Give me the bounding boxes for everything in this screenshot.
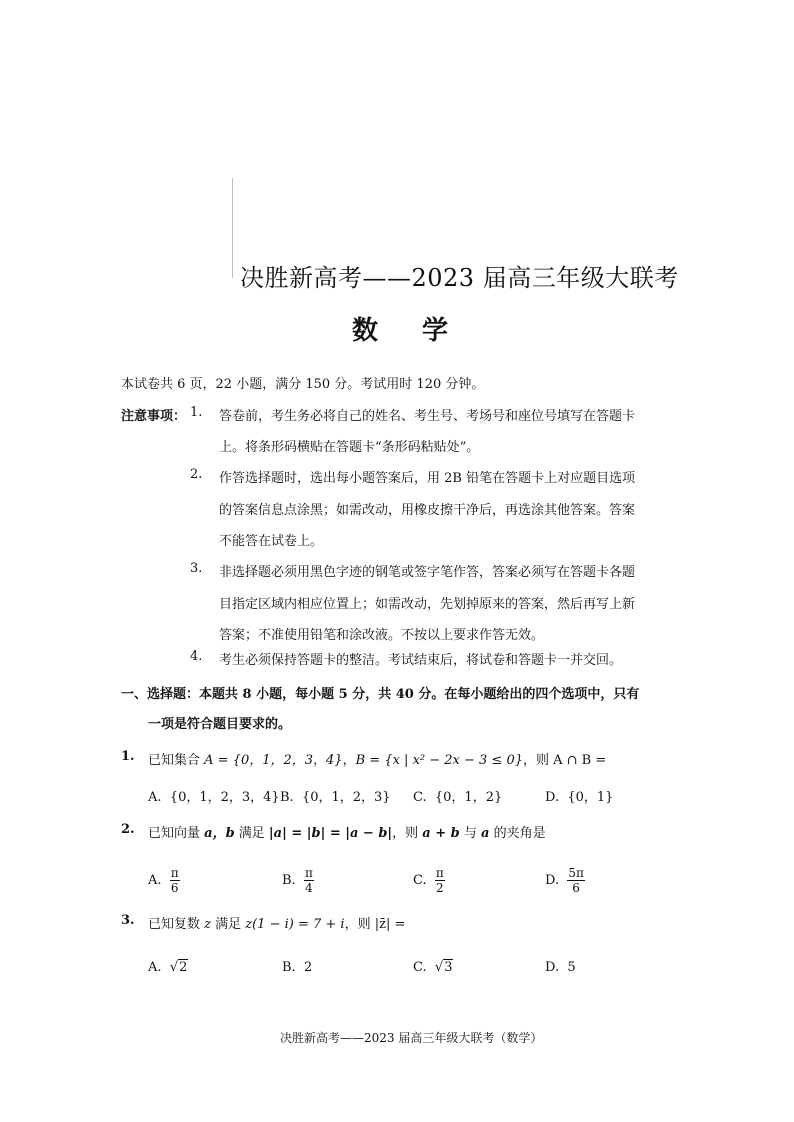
option-label: A. bbox=[148, 873, 162, 888]
option-a bbox=[148, 866, 180, 895]
fraction bbox=[567, 866, 585, 895]
page-footer: 决胜新高考——2023 届高三年级大联考（数学） bbox=[280, 1031, 543, 1045]
option-label: C. bbox=[413, 873, 427, 888]
question-number: 3. bbox=[121, 913, 135, 928]
denominator: 6 bbox=[572, 881, 580, 895]
notice-line: 上。将条形码横贴在答题卡“条形码粘贴处”。 bbox=[219, 440, 480, 455]
margin-line bbox=[232, 178, 233, 278]
q2-text: 与 bbox=[459, 826, 482, 841]
q3-text: 满足 bbox=[211, 917, 246, 932]
numerator: π bbox=[435, 866, 444, 880]
option-label: A. bbox=[148, 790, 162, 805]
option-text: {0，1，2} bbox=[434, 790, 503, 805]
set-b: B = {x | x² − 2x − 3 ≤ 0} bbox=[355, 753, 523, 768]
numerator: 5π bbox=[568, 866, 584, 880]
notice-number: 1. bbox=[190, 405, 203, 420]
option-label: D. bbox=[545, 873, 560, 888]
q2-text: 的夹角是 bbox=[489, 826, 546, 841]
sqrt-expression: √2 bbox=[169, 960, 188, 975]
equation: z(1 − i) = 7 + i bbox=[245, 917, 345, 932]
option-label: C. bbox=[413, 790, 427, 805]
option-d bbox=[545, 866, 585, 895]
vector-a: a bbox=[481, 826, 490, 841]
sqrt-expression: √3 bbox=[434, 960, 453, 975]
denominator: 6 bbox=[170, 881, 179, 895]
exam-intro: 本试卷共 6 页，22 小题，满分 150 分。考试用时 120 分钟。 bbox=[121, 377, 485, 392]
question-number: 1. bbox=[121, 749, 135, 764]
notice-line: 作答选择题时，选出每小题答案后，用 2B 铅笔在答题卡上对应题目选项 bbox=[219, 471, 636, 486]
option-label: D. bbox=[545, 960, 560, 975]
numerator: π bbox=[170, 866, 179, 880]
radicand: 2 bbox=[179, 960, 188, 975]
set-a: A = {0，1，2，3，4} bbox=[204, 753, 343, 768]
notice-line: 答案；不准使用铅笔和涂改液。不按以上要求作答无效。 bbox=[219, 628, 545, 643]
notice-line: 的答案信息点涂黑；如需改动，用橡皮擦干净后，再选涂其他答案。答案 bbox=[219, 503, 636, 518]
option-b bbox=[282, 866, 314, 895]
option-b bbox=[280, 786, 391, 805]
denominator: 4 bbox=[305, 881, 313, 895]
notice-number: 4. bbox=[190, 649, 203, 664]
notice-number: 2. bbox=[190, 467, 203, 482]
notice-line: 目指定区域内相应位置上；如需改动，先划掉原来的答案，然后再写上新 bbox=[219, 597, 636, 612]
option-b bbox=[282, 960, 312, 975]
notice-label: 注意事项： bbox=[121, 409, 187, 424]
question-2-stem bbox=[148, 822, 546, 841]
fraction bbox=[304, 866, 314, 895]
notice-number: 3. bbox=[190, 561, 203, 576]
option-label: C. bbox=[413, 960, 427, 975]
option-a bbox=[148, 786, 280, 805]
fraction bbox=[170, 866, 180, 895]
variable-z: z bbox=[204, 917, 211, 932]
vectors: a，b bbox=[204, 826, 235, 841]
question-1-stem bbox=[148, 749, 606, 768]
option-label: B. bbox=[282, 873, 296, 888]
question-3-stem bbox=[148, 913, 405, 932]
notice-line: 非选择题必须用黑色字迹的钢笔或签字笔作答，答案必须写在答题卡各题 bbox=[219, 565, 636, 580]
option-text: 2 bbox=[303, 960, 313, 975]
section-heading-cont: 一项是符合题目要求的。 bbox=[148, 717, 292, 732]
option-label: D. bbox=[545, 790, 560, 805]
subject-title: 数学 bbox=[352, 316, 493, 346]
exam-title: 决胜新高考——2023 届高三年级大联考 bbox=[240, 264, 679, 292]
option-text: {0，1} bbox=[567, 790, 614, 805]
q2-text: ，则 bbox=[392, 826, 423, 841]
option-c bbox=[413, 786, 502, 805]
option-label: B. bbox=[280, 790, 294, 805]
numerator: π bbox=[304, 866, 313, 880]
option-c bbox=[413, 960, 453, 975]
option-text: {0，1，2，3，4} bbox=[169, 790, 280, 805]
q1-text: ，则 A ∩ B = bbox=[523, 753, 607, 768]
vector-condition: |a| = |b| = |a − b| bbox=[268, 826, 393, 841]
option-text: {0，1，2，3} bbox=[301, 790, 391, 805]
q1-text: 已知集合 bbox=[148, 753, 205, 768]
notice-line: 不能答在试卷上。 bbox=[219, 534, 324, 549]
denominator: 2 bbox=[436, 881, 444, 895]
section-heading: 一、选择题：本题共 8 小题，每小题 5 分，共 40 分。在每小题给出的四个选项中，只有 bbox=[121, 687, 640, 702]
option-text: 5 bbox=[567, 960, 576, 975]
question-number: 2. bbox=[121, 822, 135, 837]
option-label: A. bbox=[148, 960, 162, 975]
option-a bbox=[148, 960, 188, 975]
notice-line: 考生必须保持答题卡的整洁。考试结束后，将试卷和答题卡一并交回。 bbox=[219, 653, 623, 668]
notice-line: 答卷前，考生务必将自己的姓名、考生号、考场号和座位号填写在答题卡 bbox=[219, 409, 636, 424]
q3-text: ，则 |z̄| = bbox=[344, 917, 406, 932]
option-label: B. bbox=[282, 960, 296, 975]
fraction bbox=[435, 866, 445, 895]
q1-text: ， bbox=[342, 753, 356, 768]
option-d bbox=[545, 960, 576, 975]
option-d bbox=[545, 786, 613, 805]
q3-text: 已知复数 bbox=[148, 917, 205, 932]
q2-text: 满足 bbox=[234, 826, 269, 841]
q2-text: 已知向量 bbox=[148, 826, 205, 841]
option-c bbox=[413, 866, 445, 895]
vector-sum: a + b bbox=[422, 826, 460, 841]
radicand: 3 bbox=[444, 960, 453, 975]
